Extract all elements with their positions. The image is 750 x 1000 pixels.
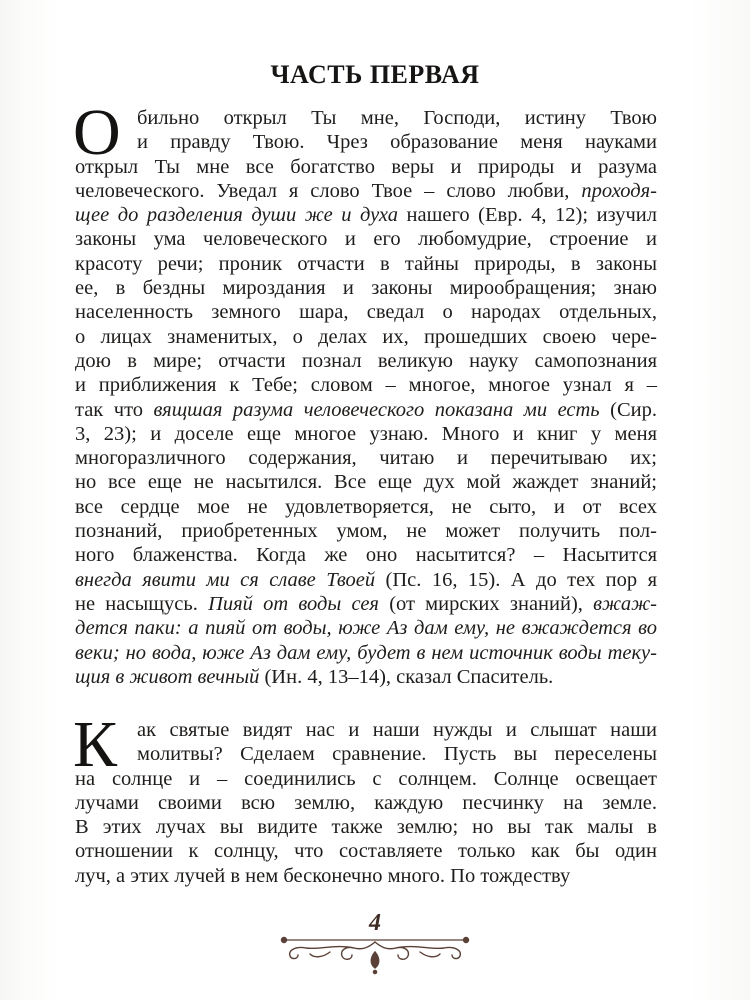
text-run: В этих лучах вы видите также землю; но вы так малы в <box>75 816 657 839</box>
text-line <box>75 641 657 665</box>
italic-quote: щее до разделения души же и духа <box>75 204 399 227</box>
text-line <box>75 864 657 888</box>
italic-quote: внегда явити ми ся славе Твоей <box>75 568 376 591</box>
text-run: так что <box>75 398 154 421</box>
text-run: ного блаженства. Когда же оно насытится? – Насытится <box>75 544 657 567</box>
paragraph-2-lines <box>75 718 657 888</box>
text-run: и приближения к Тебе; словом – многое, многое узнал я – <box>75 374 657 397</box>
text-line <box>75 718 657 742</box>
text-run: все сердце мое не удовлетворяется, не сыто, и от всех <box>75 495 657 518</box>
text-line <box>75 592 657 616</box>
text-line <box>75 815 657 839</box>
text-line <box>75 300 657 324</box>
text-line <box>75 373 657 397</box>
text-line <box>75 665 657 689</box>
text-run: познаний, приобретенных умом, не может получить пол- <box>75 520 657 543</box>
text-line <box>75 203 657 227</box>
text-run: красоту речи; проник отчасти в тайны природы, в законы <box>75 252 657 275</box>
text-run: отношении к солнцу, что составляете только как бы один <box>75 840 657 863</box>
italic-quote: вящшая разума человеческого показана ми есть <box>153 398 600 421</box>
text-line <box>75 106 657 130</box>
text-run: о лицах знаменитых, о делах их, прошедших своею чере- <box>75 325 657 348</box>
italic-quote: дется паки: а пияй от воды, юже Аз дам ему, не вжаждется во <box>75 617 657 640</box>
paragraph-1-lines <box>75 106 657 689</box>
text-run: дою в мире; отчасти познал великую науку самопознания <box>75 349 657 372</box>
text-line <box>75 227 657 251</box>
text-line <box>75 252 657 276</box>
text-run: многоразличного содержания, читаю и перечитываю их; <box>75 447 657 470</box>
paragraph-2 <box>73 708 657 888</box>
text-run: ее, в бездны мироздания и законы мирообращения; знаю <box>75 277 657 300</box>
italic-quote: Пияй от воды сея <box>208 592 379 615</box>
drop-cap: О <box>73 96 121 169</box>
text-run: (Сир. <box>599 398 657 421</box>
text-run: (от мирских знаний), <box>378 592 594 615</box>
italic-quote: вжаж- <box>593 592 657 615</box>
text-run: населенность земного шара, сведал о народах отдельных, <box>75 301 657 324</box>
text-run: бильно открыл Ты мне, Господи, истину Твою <box>137 107 657 129</box>
text-run: и правду Твою. Чрез образование меня науками <box>137 131 657 154</box>
text-line <box>75 349 657 373</box>
page-number: 4 <box>369 910 381 936</box>
text-run: на солнце и – соединились с солнцем. Солнце освещает <box>75 767 657 790</box>
text-run: (Ин. 4, 13–14), сказал Спаситель. <box>259 665 554 688</box>
text-run: молитвы? Сделаем сравнение. Пусть вы переселены <box>137 743 657 766</box>
paragraph-1 <box>73 96 657 689</box>
text-line <box>75 568 657 592</box>
text-line <box>75 130 657 154</box>
text-line <box>75 791 657 815</box>
text-line <box>75 446 657 470</box>
text-line <box>75 470 657 494</box>
italic-quote: проходя- <box>581 179 657 202</box>
text-line <box>75 742 657 766</box>
text-run: 3, 23); и доселе еще многое узнаю. Много и книг у меня <box>75 422 657 445</box>
drop-cap: К <box>73 708 118 781</box>
text-run: нашего (Евр. 4, 12); изучил <box>398 204 657 227</box>
text-line <box>75 767 657 791</box>
text-line <box>75 179 657 203</box>
text-line <box>75 398 657 422</box>
text-run: лучами своими всю землю, каждую песчинку на земле. <box>75 791 657 814</box>
text-run: (Пс. 16, 15). А до тех пор я <box>375 568 657 591</box>
italic-quote: щия в живот вечный <box>75 665 260 688</box>
text-line <box>75 519 657 543</box>
text-line <box>75 422 657 446</box>
text-run: луч, а этих лучей в нем бесконечно много. По тождеству <box>75 864 571 887</box>
text-run: не насыщусь. <box>75 592 209 615</box>
page-ornament-icon <box>270 928 480 976</box>
text-line <box>75 616 657 640</box>
text-line <box>75 543 657 567</box>
text-line <box>75 325 657 349</box>
text-run: законы ума человеческого и его любомудрие, строение и <box>75 228 657 251</box>
text-line <box>75 839 657 863</box>
text-line <box>75 495 657 519</box>
text-run: открыл Ты мне все богатство веры и природы и разума <box>75 155 657 178</box>
text-run: человеческого. Уведал я слово Твое – слово любви, <box>75 179 582 202</box>
text-run: но все еще не насытился. Все еще дух мой жаждет знаний; <box>75 471 657 494</box>
text-line <box>75 276 657 300</box>
italic-quote: веки; но вода, юже Аз дам ему, будет в нем источник воды теку- <box>75 641 657 664</box>
text-run: ак святые видят нас и наши нужды и слышат наши <box>137 719 657 741</box>
text-line <box>75 155 657 179</box>
chapter-heading: ЧАСТЬ ПЕРВАЯ <box>270 60 480 89</box>
